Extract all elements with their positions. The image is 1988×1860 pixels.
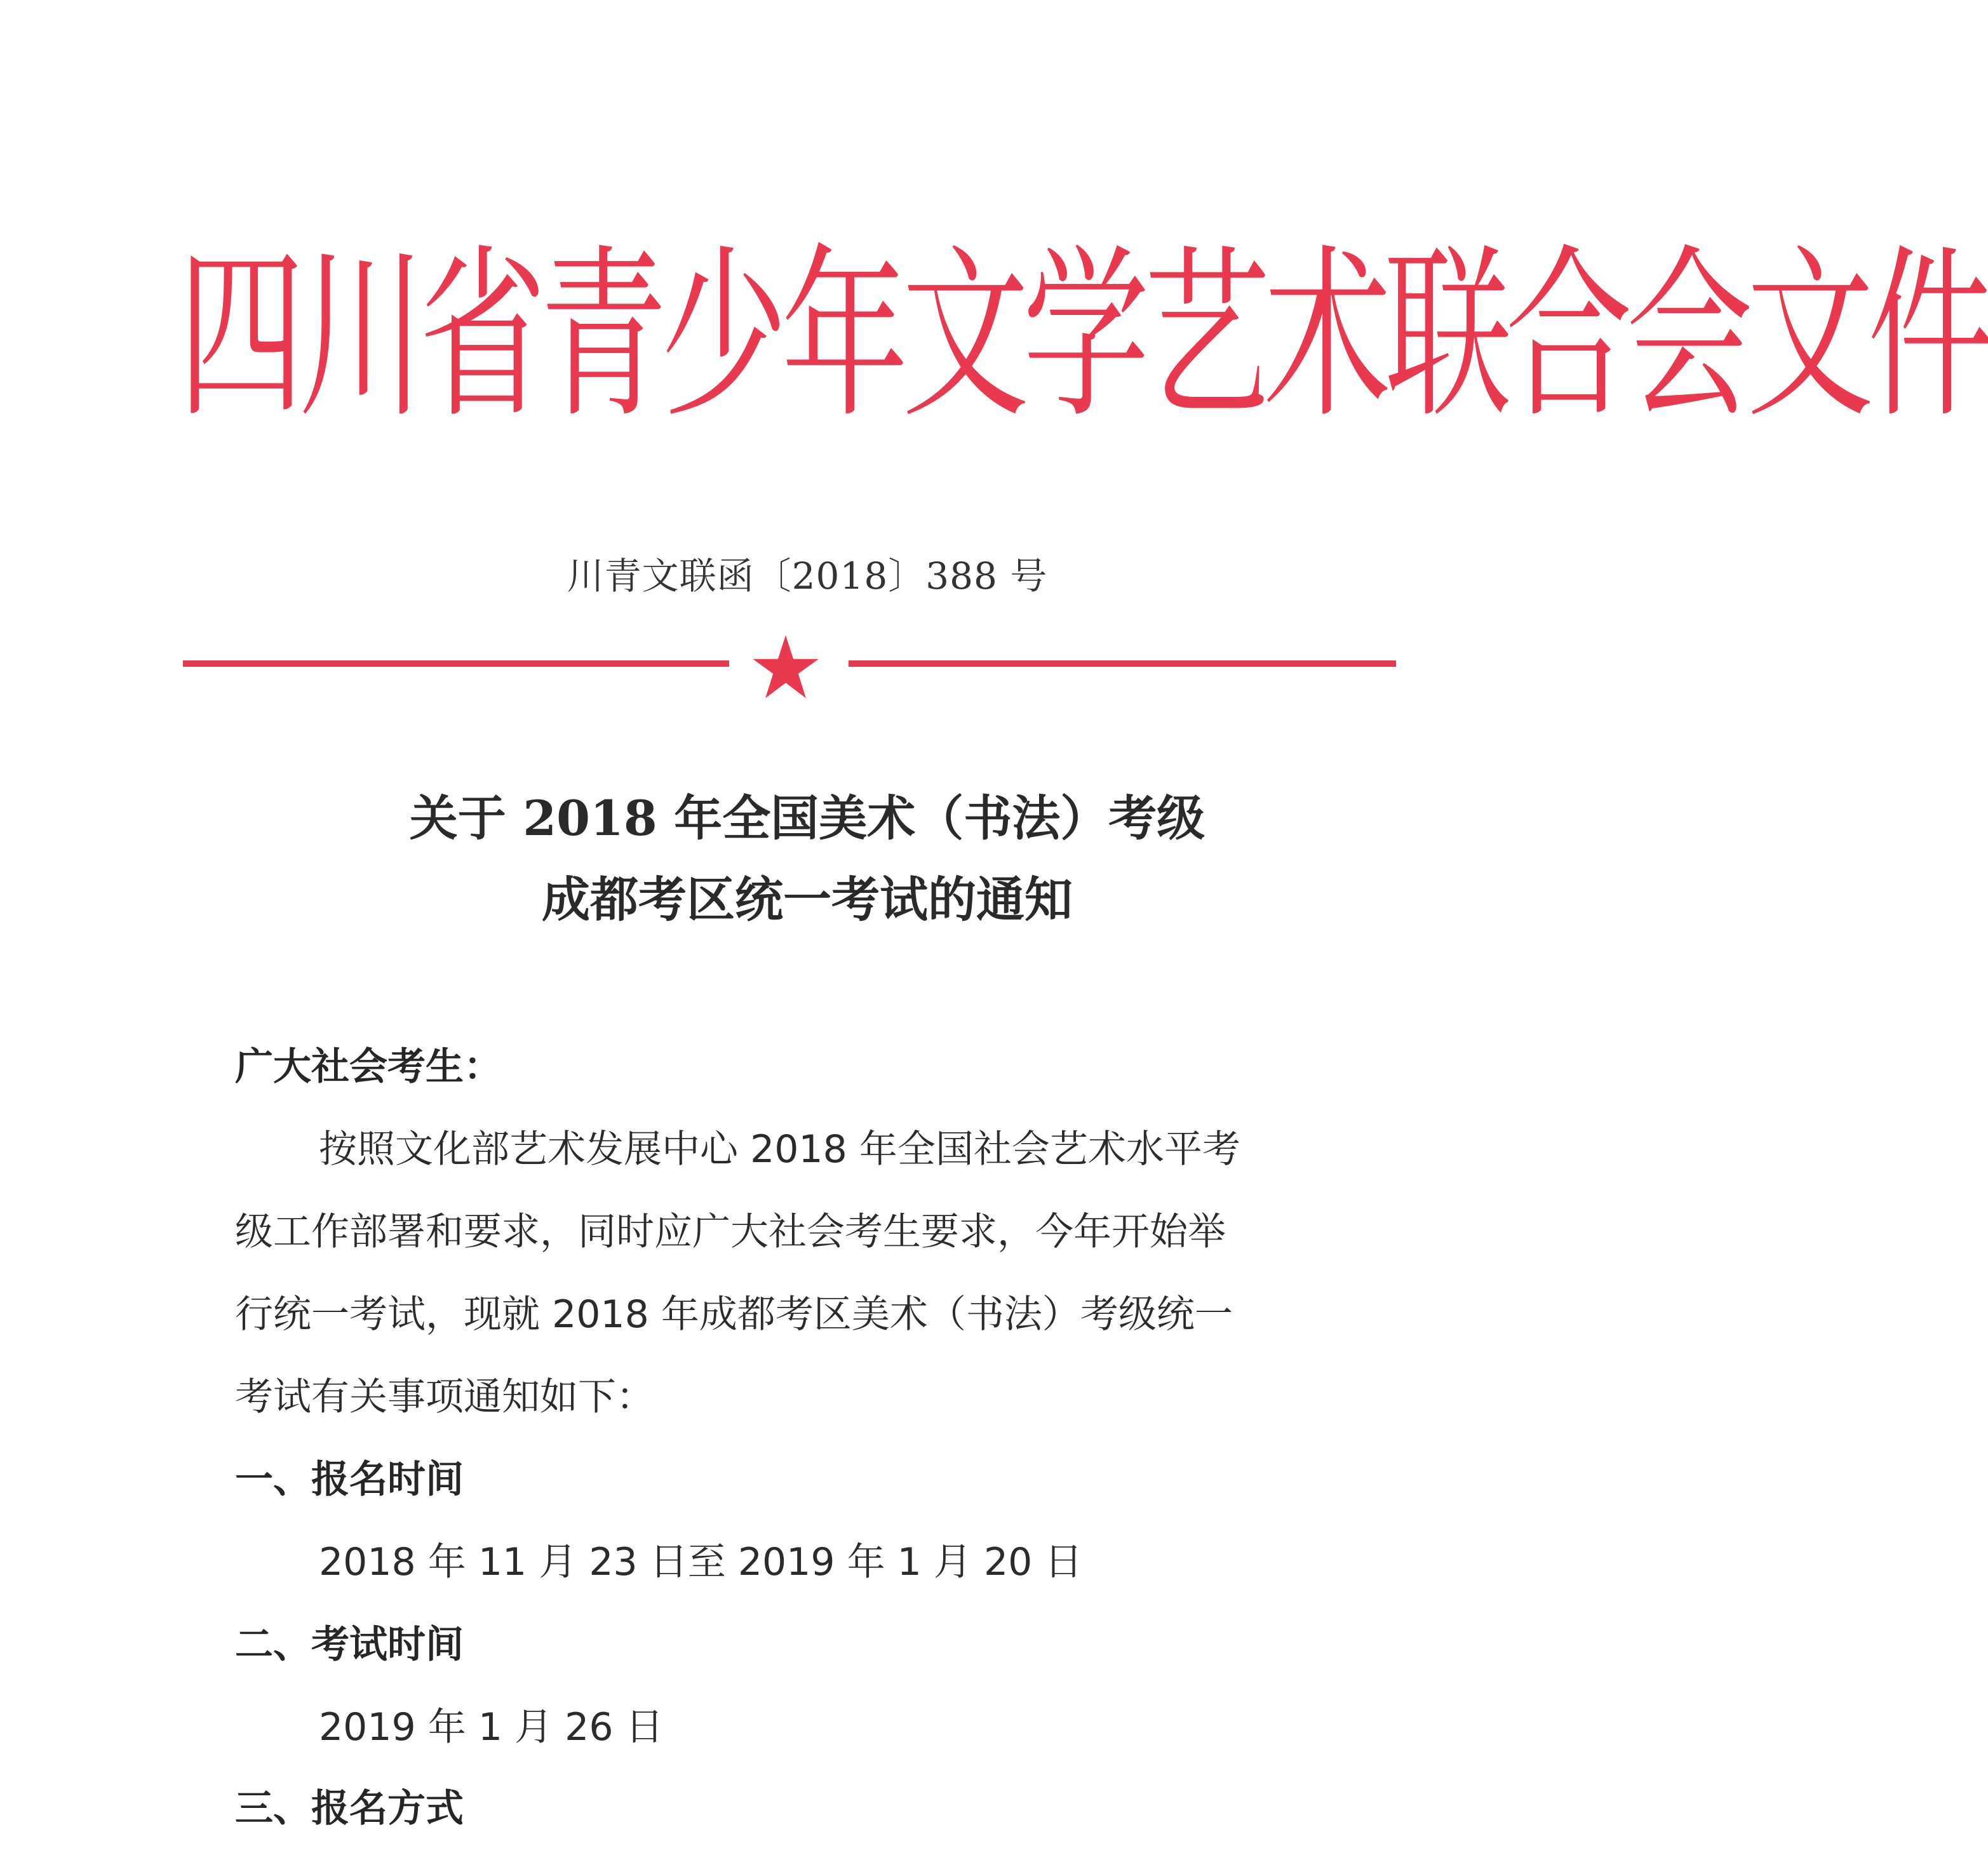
- notice-title-line-2: 成都考区统一考试的通知: [542, 871, 1073, 928]
- red-star-icon: [751, 632, 821, 702]
- masthead-char: 联: [1385, 229, 1506, 444]
- section-heading-registration-time: 一、报名时间: [235, 1457, 464, 1502]
- masthead-char: 青: [540, 229, 661, 444]
- document-number: 川青文联函〔2018〕388 号: [567, 554, 1048, 598]
- paragraph-line: 按照文化部艺术发展中心 2018 年全国社会艺术水平考: [319, 1127, 1240, 1172]
- masthead-title: [178, 229, 1988, 444]
- masthead-char: 术: [1264, 229, 1385, 444]
- paragraph-line: 级工作部署和要求，同时应广大社会考生要求，今年开始举: [235, 1210, 1226, 1254]
- masthead-char: 会: [1626, 229, 1747, 444]
- masthead-char: 省: [419, 229, 541, 444]
- paragraph-line: 考试有关事项通知如下：: [235, 1375, 654, 1419]
- notice-title-line-1: 关于 2018 年全国美术（书法）考级: [409, 790, 1206, 846]
- red-divider-left: [183, 660, 729, 667]
- masthead-char: 学: [1023, 229, 1144, 444]
- masthead-char: 艺: [1143, 229, 1265, 444]
- salutation: 广大社会考生：: [235, 1045, 502, 1089]
- section-heading-registration-method: 三、报名方式: [235, 1786, 464, 1831]
- masthead-char: 文: [1747, 229, 1868, 444]
- masthead-char: 文: [902, 229, 1023, 444]
- masthead-char: 年: [781, 229, 903, 444]
- masthead-char: 川: [299, 229, 420, 444]
- masthead-char: 少: [661, 229, 782, 444]
- paragraph-line: 行统一考试，现就 2018 年成都考区美术（书法）考级统一: [235, 1292, 1233, 1337]
- section-heading-exam-time: 二、考试时间: [235, 1622, 464, 1667]
- section-content-registration-time: 2018 年 11 月 23 日至 2019 年 1 月 20 日: [319, 1540, 1083, 1584]
- section-content-exam-time: 2019 年 1 月 26 日: [319, 1705, 664, 1750]
- red-divider-right: [849, 660, 1396, 667]
- masthead-char: 四: [178, 229, 299, 444]
- masthead-char: 合: [1505, 229, 1627, 444]
- masthead-char: 件: [1867, 229, 1988, 444]
